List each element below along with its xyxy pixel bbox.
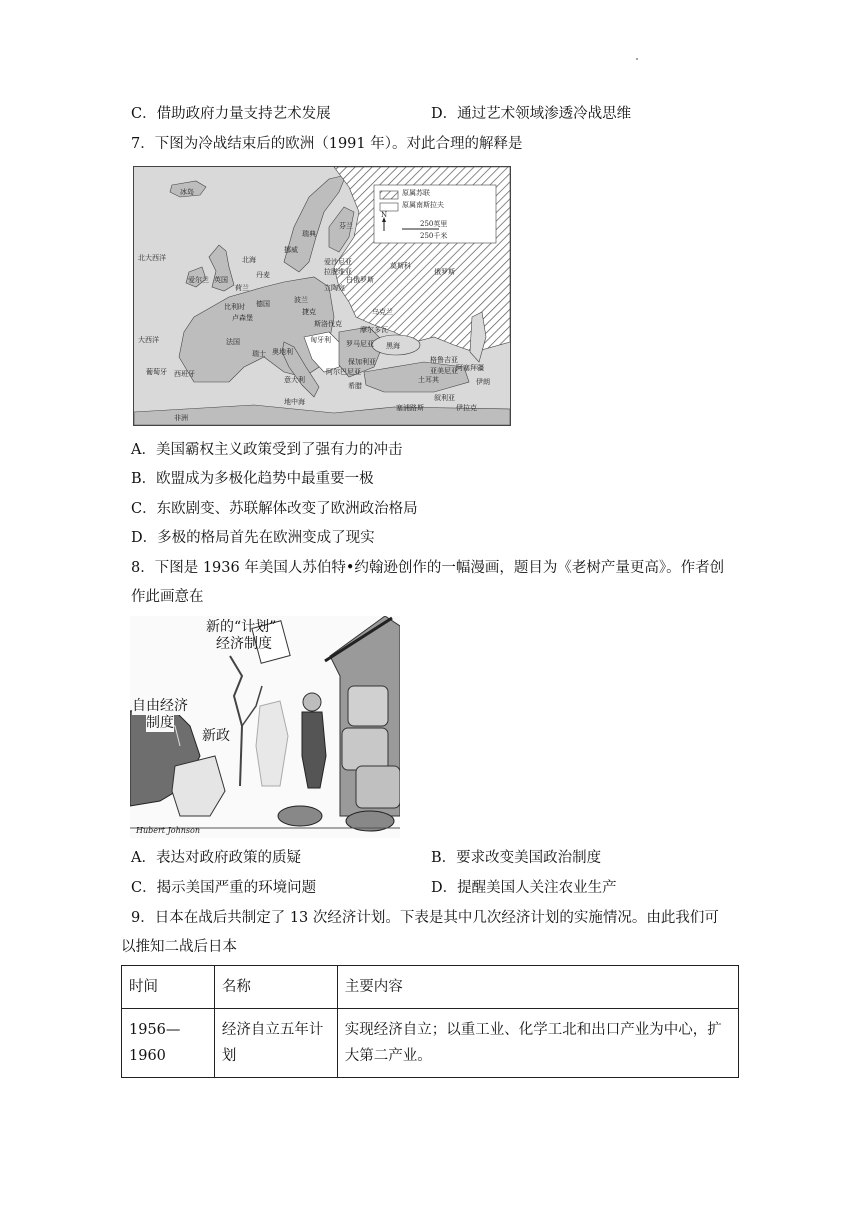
table-row — [122, 1009, 739, 1078]
map-label: 芬兰 — [339, 222, 353, 230]
q8-option-c: C．揭示美国严重的环境问题 — [131, 880, 317, 896]
table-cell-content: 实现经济自立；以重工业、化学工北和出口产业为中心，扩大第二产业。 — [337, 1009, 738, 1078]
map-label: 丹麦 — [256, 271, 270, 279]
q8-option-a: A．表达对政府政策的质疑 — [131, 850, 301, 866]
map-label: 斯洛伐克 — [314, 320, 342, 328]
map-label: 白俄罗斯 — [346, 276, 374, 284]
cartoon-label-free-line1: 自由经济 — [132, 698, 188, 714]
table-header-time: 时间 — [122, 966, 215, 1009]
barrel-2 — [342, 728, 388, 770]
map-label: 俄罗斯 — [434, 268, 455, 276]
barrel-1 — [348, 686, 388, 726]
map-label: 叙利亚 — [434, 394, 455, 402]
map-label: 摩尔多瓦 — [360, 326, 388, 334]
q7-stem: 7．下图为冷战结束后的欧洲（1991 年）。对此合理的解释是 — [131, 136, 523, 152]
map-label: 亚美尼亚 — [430, 367, 458, 375]
map-label: 保加利亚 — [348, 358, 376, 366]
table-header-row — [122, 966, 739, 1009]
map-label: 法国 — [226, 338, 240, 346]
map-label: 捷克 — [302, 308, 316, 316]
map-label: 非洲 — [174, 414, 188, 422]
map-label: 北海 — [242, 256, 256, 264]
q8-stem-line2: 作此画意在 — [131, 589, 204, 605]
map-label: 塞浦路斯 — [396, 404, 424, 412]
map-label: 地中海 — [284, 398, 305, 406]
legend-swatch-soviet — [380, 191, 398, 199]
map-svg — [134, 167, 510, 425]
page-dot — [636, 58, 638, 60]
q7-option-d: D．多极的格局首先在欧洲变成了现实 — [131, 530, 375, 546]
map-label: 瑞士 — [252, 350, 266, 358]
map-label: 冰岛 — [180, 188, 194, 196]
economic-plan-table — [121, 965, 739, 1078]
legend-label-soviet: 原属苏联 — [402, 189, 430, 197]
map-label: 大西洋 — [138, 336, 159, 344]
map-label: 荷兰 — [235, 284, 249, 292]
map-label: 希腊 — [348, 382, 362, 390]
cartoon-label-plan-line2: 经济制度 — [216, 636, 272, 652]
map-label: 格鲁吉亚 — [430, 356, 458, 364]
map-label: 乌克兰 — [372, 308, 393, 316]
map-label: 黑海 — [386, 342, 400, 350]
q6-option-c: C．借助政府力量支持艺术发展 — [131, 106, 331, 122]
map-label: 波兰 — [294, 296, 308, 304]
q7-option-c: C．东欧剧变、苏联解体改变了欧洲政治格局 — [131, 501, 418, 517]
map-label: 匈牙利 — [310, 336, 331, 344]
q9-stem-line1: 9．日本在战后共制定了 13 次经济计划。下表是其中几次经济计划的实施情况。由此我们可 — [131, 910, 719, 926]
map-label: 奥地利 — [272, 348, 293, 356]
map-label: 爱尔兰 — [188, 276, 209, 284]
q9-stem-line2: 以推知二战后日本 — [121, 939, 237, 955]
table-cell-time: 1956—1960 — [122, 1009, 215, 1078]
map-label: 葡萄牙 — [146, 368, 167, 376]
cartoon-label-newdeal: 新政 — [202, 728, 230, 744]
map-label: 拉脱维亚 — [324, 268, 352, 276]
map-label: 伊拉克 — [456, 404, 477, 412]
map-label: 爱沙尼亚 — [324, 258, 352, 266]
table-header-name: 名称 — [214, 966, 337, 1009]
q8-option-b: B．要求改变美国政治制度 — [431, 850, 602, 866]
map-label: 英国 — [214, 276, 228, 284]
map-label: 瑞典 — [302, 230, 316, 238]
legend-swatch-yugo — [380, 203, 398, 211]
map-label: 比利时 — [224, 303, 245, 311]
map-label: 立陶宛 — [324, 284, 345, 292]
q7-option-b: B．欧盟成为多极化趋势中最重要一极 — [131, 471, 374, 487]
cartoon-label-plan-line1: 新的“计划” — [206, 619, 277, 635]
farmer-head — [303, 693, 321, 711]
map-label: 阿尔巴尼亚 — [326, 368, 361, 376]
old-tree-cartoon — [130, 616, 400, 838]
q8-option-d: D．提醒美国人关注农业生产 — [431, 880, 617, 896]
map-label: 西班牙 — [174, 370, 195, 378]
europe-1991-map — [133, 166, 511, 426]
barrel-3 — [356, 766, 400, 808]
north-label: N — [381, 211, 388, 219]
map-label: 伊朗 — [476, 378, 490, 386]
scale-km-label: 250千米 — [420, 232, 448, 240]
map-label: 罗马尼亚 — [346, 340, 374, 348]
map-label: 德国 — [256, 300, 270, 308]
map-label: 莫斯科 — [390, 262, 411, 270]
legend-label-yugo: 原属南斯拉夫 — [402, 201, 444, 209]
map-label: 阿塞拜疆 — [456, 364, 484, 372]
map-label: 北大西洋 — [138, 254, 166, 262]
q7-option-a: A．美国霸权主义政策受到了强有力的冲击 — [131, 442, 403, 458]
farmer-body — [302, 712, 326, 788]
map-label: 挪威 — [284, 246, 298, 254]
apple-basket-1 — [278, 806, 322, 826]
table-header-content: 主要内容 — [337, 966, 738, 1009]
cartoon-label-free-line2: 制度 — [146, 715, 174, 731]
table-cell-name: 经济自立五年计划 — [214, 1009, 337, 1078]
map-label: 卢森堡 — [232, 314, 253, 322]
scale-miles-label: 250英里 — [420, 220, 448, 228]
q6-option-d: D．通过艺术领域渗透冷战思维 — [431, 106, 632, 122]
cartoon-signature: Hubert Johnson — [136, 826, 200, 835]
map-label: 意大利 — [284, 376, 305, 384]
map-label: 土耳其 — [418, 376, 439, 384]
q8-stem-line1: 8．下图是 1936 年美国人苏伯特•约翰逊创作的一幅漫画，题目为《老树产量更高》。作者创 — [131, 560, 725, 576]
